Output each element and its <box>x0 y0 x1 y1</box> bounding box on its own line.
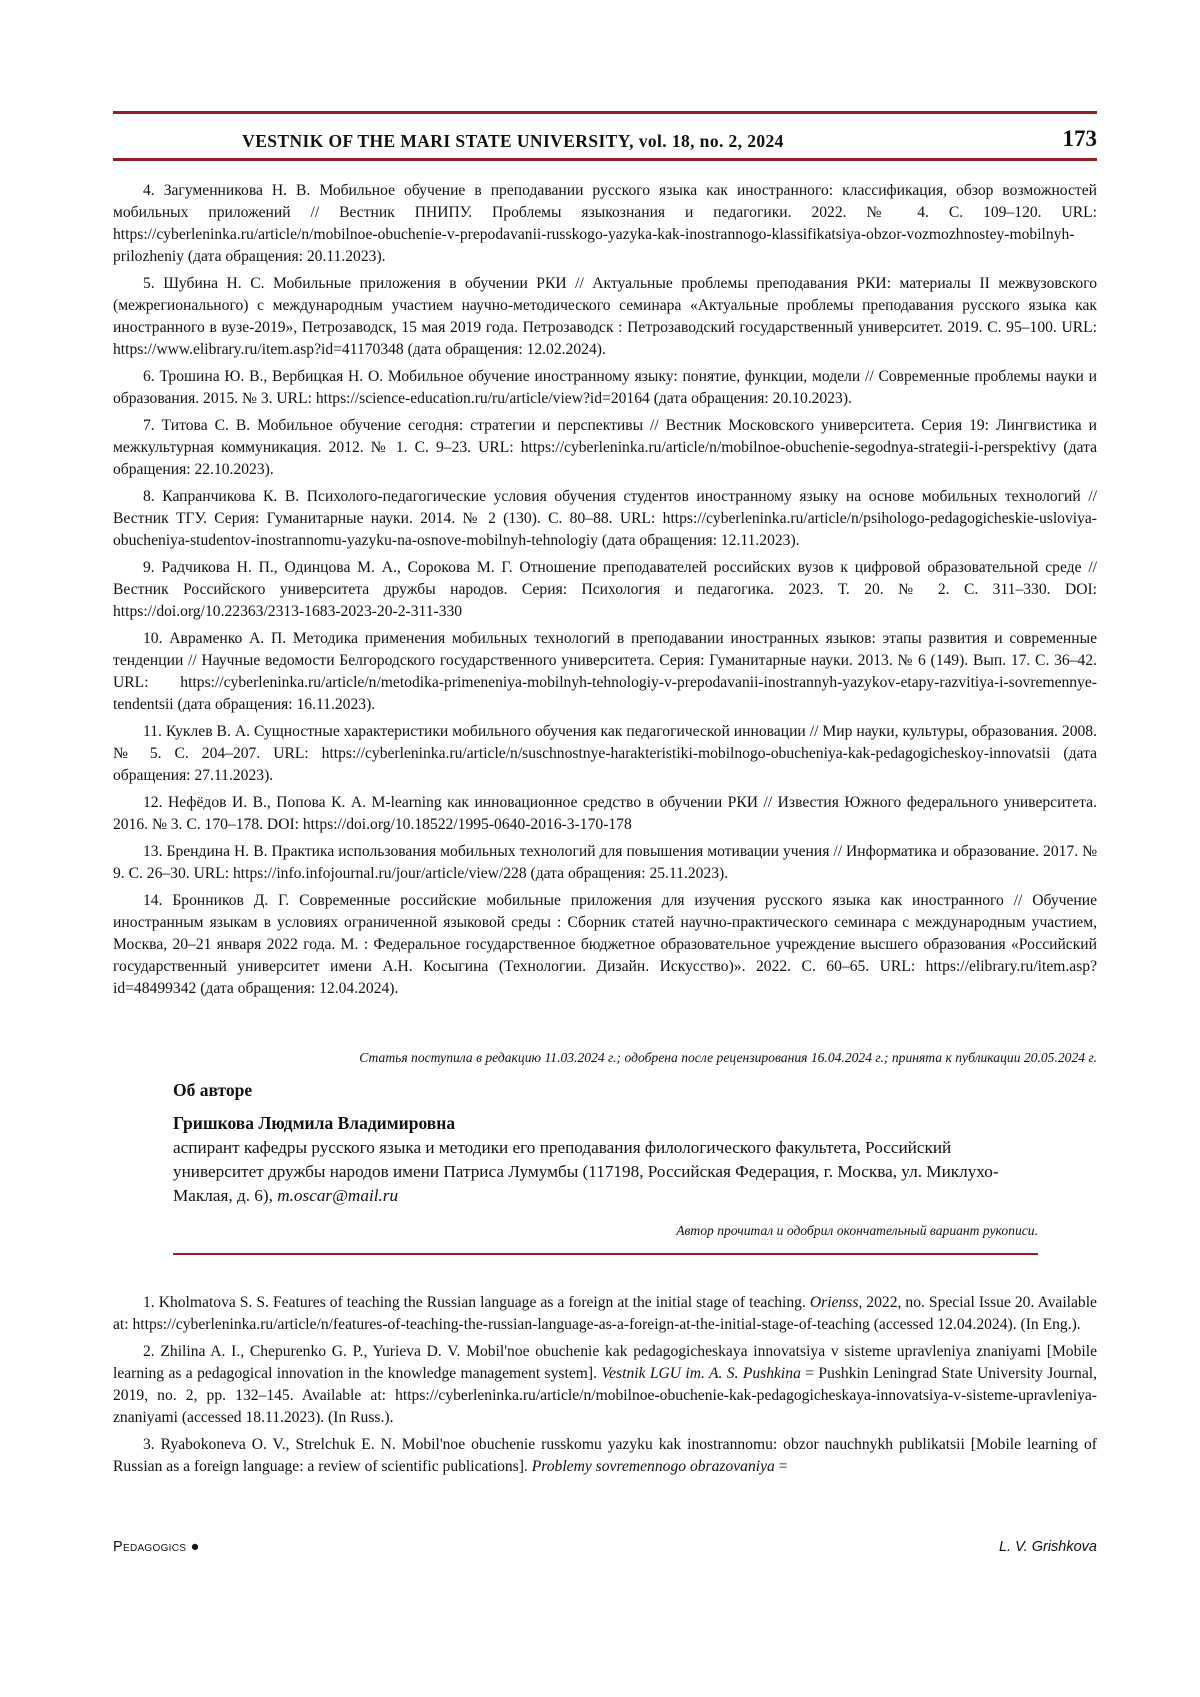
reference-item: 12. Нефёдов И. В., Попова К. А. M-learning как инновационное средство в обучении РКИ // Известия Южного федерального университета. 2016. № 3. С. 170–178. DOI: https://doi.org/10.18522/1995-0640-2016-3-170-178 <box>113 794 1097 833</box>
author-affiliation-text: аспирант кафедры русского языка и методики его преподавания филологического факультета, Российский университет дружбы народов имени Патриса Лумумбы (117198, Российская Федерация, г. Москва, ул. Миклухо-Маклая, д. 6), <box>173 1138 999 1205</box>
reference-text: 2. Zhilina A. I., Chepurenko G. P., Yurieva D. V. Mobil'noe obuchenie kak pedagogicheskaya innovatsiya v sisteme upravleniya znaniyami [Mobile learning as a pedagogical innovation in the knowledge management system]. <box>113 1343 1097 1382</box>
reference-item: 14. Бронников Д. Г. Современные российские мобильные приложения для изучения русского языка как иностранного // Обучение иностранным языкам в условиях ограниченной языковой среды : Сборник статей научно-практического семинара с международным участием, Москва, 20–21 января 2022 года. М. : Федеральное государственное бюджетное образовательное учреждение высшего образования «Российский государственный университет имени А.Н. Косыгина (Технологии. Дизайн. Искусство)». 2022. С. 60–65. URL: https://elibrary.ru/item.asp?id=48499342 (дата обращения: 12.04.2024). <box>113 892 1097 997</box>
author-email: m.oscar@mail.ru <box>277 1186 399 1205</box>
reference-item: 13. Брендина Н. В. Практика использования мобильных технологий для повышения мотивации учения // Информатика и образование. 2017. № 9. С. 26–30. URL: https://info.infojournal.ru/jour/article/view/228 (дата обращения: 25.11.2023). <box>113 843 1097 882</box>
reference-item <box>113 1341 1097 1429</box>
reference-item: 4. Загуменникова Н. В. Мобильное обучение в преподавании русского языка как иностранного: классификация, обзор возможностей мобильных приложений // Вестник ПНИПУ. Проблемы языкознания и педагогики. 2022. № 4. С. 109–120. URL: https://cyberleninka.ru/article/n/mobilnoe-obuchenie-v-prepodavanii-russkogo-yazyka-kak-inostrannogo-klassifikatsiya-obzor-vozmozhnostey-mobilnyh-prilozheniy (дата обращения: 20.11.2023). <box>113 182 1097 265</box>
author-name: Гришкова Людмила Владимировна <box>173 1113 456 1133</box>
reference-journal: Vestnik LGU im. A. S. Pushkina <box>601 1365 801 1382</box>
reference-item <box>113 1292 1097 1336</box>
reference-item: 8. Капранчикова К. В. Психолого-педагогические условия обучения студентов иностранному языку на основе мобильных технологий // Вестник ТГУ. Серия: Гуманитарные науки. 2014. № 2 (130). С. 80–88. URL: https://cyberleninka.ru/article/n/psihologo-pedagogicheskie-usloviya-obucheniya-studentov-inostrannomu-yazyku-na-osnove-mobilnyh-tehnologiy (дата обращения: 12.11.2023). <box>113 488 1097 549</box>
about-author-section <box>173 1080 1038 1208</box>
reference-item: 7. Титова С. В. Мобильное обучение сегодня: стратегии и перспективы // Вестник Московского университета. Серия 19: Лингвистика и межкультурная коммуникация. 2012. № 1. С. 9–23. URL: https://cyberleninka.ru/article/n/mobilnoe-obuchenie-segodnya-strategii-i-perspektivy (дата обращения: 22.10.2023). <box>113 417 1097 478</box>
section-divider <box>173 1253 1038 1255</box>
reference-item: 5. Шубина Н. С. Мобильные приложения в обучении РКИ // Актуальные проблемы преподавания РКИ: материалы II межвузовского (межрегионального) с международным участием научно-методического семинара «Актуальные проблемы преподавания русского языка как иностранного в вузе-2019», Петрозаводск, 15 мая 2019 года. Петрозаводск : Петрозаводский государственный университет. 2019. С. 95–100. URL: https://www.elibrary.ru/item.asp?id=41170348 (дата обращения: 12.02.2024). <box>113 275 1097 358</box>
article-history-note: Статья поступила в редакцию 11.03.2024 г.; одобрена после рецензирования 16.04.2024 г.; принята к публикации 20.05.2024 г. <box>359 1050 1097 1065</box>
reference-text: = Pushkin Leningrad State University Journal, 2019, no. 2, pp. 132–145. Available at: https://cyberleninka.ru/article/n/mobilnoe-obuchenie-kak-pedagogicheskaya-innovatsiya-v-sisteme-upravleniya-znaniyami (accessed 18.11.2023). (In Russ.). <box>113 1365 1097 1426</box>
references-english <box>113 1292 1097 1483</box>
approval-note: Автор прочитал и одобрил окончательный вариант рукописи. <box>676 1223 1038 1238</box>
reference-journal: Orienss, <box>809 1294 863 1311</box>
about-author-heading: Об авторе <box>173 1080 253 1100</box>
reference-journal: Problemy sovremennogo obrazovaniya <box>531 1458 775 1475</box>
running-head: VESTNIK OF THE MARI STATE UNIVERSITY, vol. 18, no. 2, 2024 <box>242 131 784 151</box>
bullet-icon: ● <box>190 1539 200 1555</box>
reference-item: 11. Куклев В. А. Сущностные характеристики мобильного обучения как педагогической инновации // Мир науки, культуры, образования. 2008. № 5. С. 204–207. URL: https://cyberleninka.ru/article/n/suschnostnye-harakteristiki-mobilnogo-obucheniya-kak-pedagogicheskoy-innovatsii (дата обращения: 27.11.2023). <box>113 723 1097 784</box>
page-number: 173 <box>1062 126 1097 151</box>
header-top-rule <box>113 111 1097 114</box>
reference-text: = <box>774 1458 788 1475</box>
header-bottom-rule <box>113 158 1097 161</box>
footer-section: Pedagogics <box>113 1539 187 1555</box>
reference-text: 3. Ryabokoneva O. V., Strelchuk E. N. Mobil'noe obuchenie russkomu yazyku kak inostrannomu: obzor nauchnykh publikatsii [Mobile learning of Russian as a foreign language: a review of scientific publications]. <box>113 1436 1097 1475</box>
footer-section-label <box>113 1539 200 1555</box>
references-russian <box>113 180 1097 1005</box>
reference-item: 6. Трошина Ю. В., Вербицкая Н. О. Мобильное обучение иностранному языку: понятие, функции, модели // Современные проблемы науки и образования. 2015. № 3. URL: https://science-education.ru/ru/article/view?id=20164 (дата обращения: 20.10.2023). <box>113 368 1097 407</box>
reference-item: 9. Радчикова Н. П., Одинцова М. А., Сорокова М. Г. Отношение преподавателей российских вузов к цифровой образовательной среде // Вестник Российского университета дружбы народов. Серия: Психология и педагогика. 2023. Т. 20. № 2. С. 311–330. DOI: https://doi.org/10.22363/2313-1683-2023-20-2-311-330 <box>113 559 1097 620</box>
reference-item: 10. Авраменко А. П. Методика применения мобильных технологий в преподавании иностранных языков: этапы развития и современные тенденции // Научные ведомости Белгородского государственного университета. Серия: Гуманитарные науки. 2013. № 6 (149). Вып. 17. С. 36–42. URL: https://cyberleninka.ru/article/n/metodika-primeneniya-mobilnyh-tehnologiy-v-prepodavanii-inostrannyh-yazykov-etapy-razvitiya-i-sovremennye-tendentsii (дата обращения: 16.11.2023). <box>113 630 1097 713</box>
author-affiliation <box>173 1136 1038 1208</box>
reference-text: 2022, no. Special Issue 20. Available at: https://cyberleninka.ru/article/n/features-of-teaching-the-russian-language-as-a-foreign-at-the-initial-stage-of-teaching (accessed 12.04.2024). (In Eng.). <box>113 1294 1097 1333</box>
footer-author: L. V. Grishkova <box>998 1539 1097 1555</box>
reference-text: 1. Kholmatova S. S. Features of teaching the Russian language as a foreign at the initial stage of teaching. <box>143 1294 810 1311</box>
reference-item <box>113 1434 1097 1478</box>
